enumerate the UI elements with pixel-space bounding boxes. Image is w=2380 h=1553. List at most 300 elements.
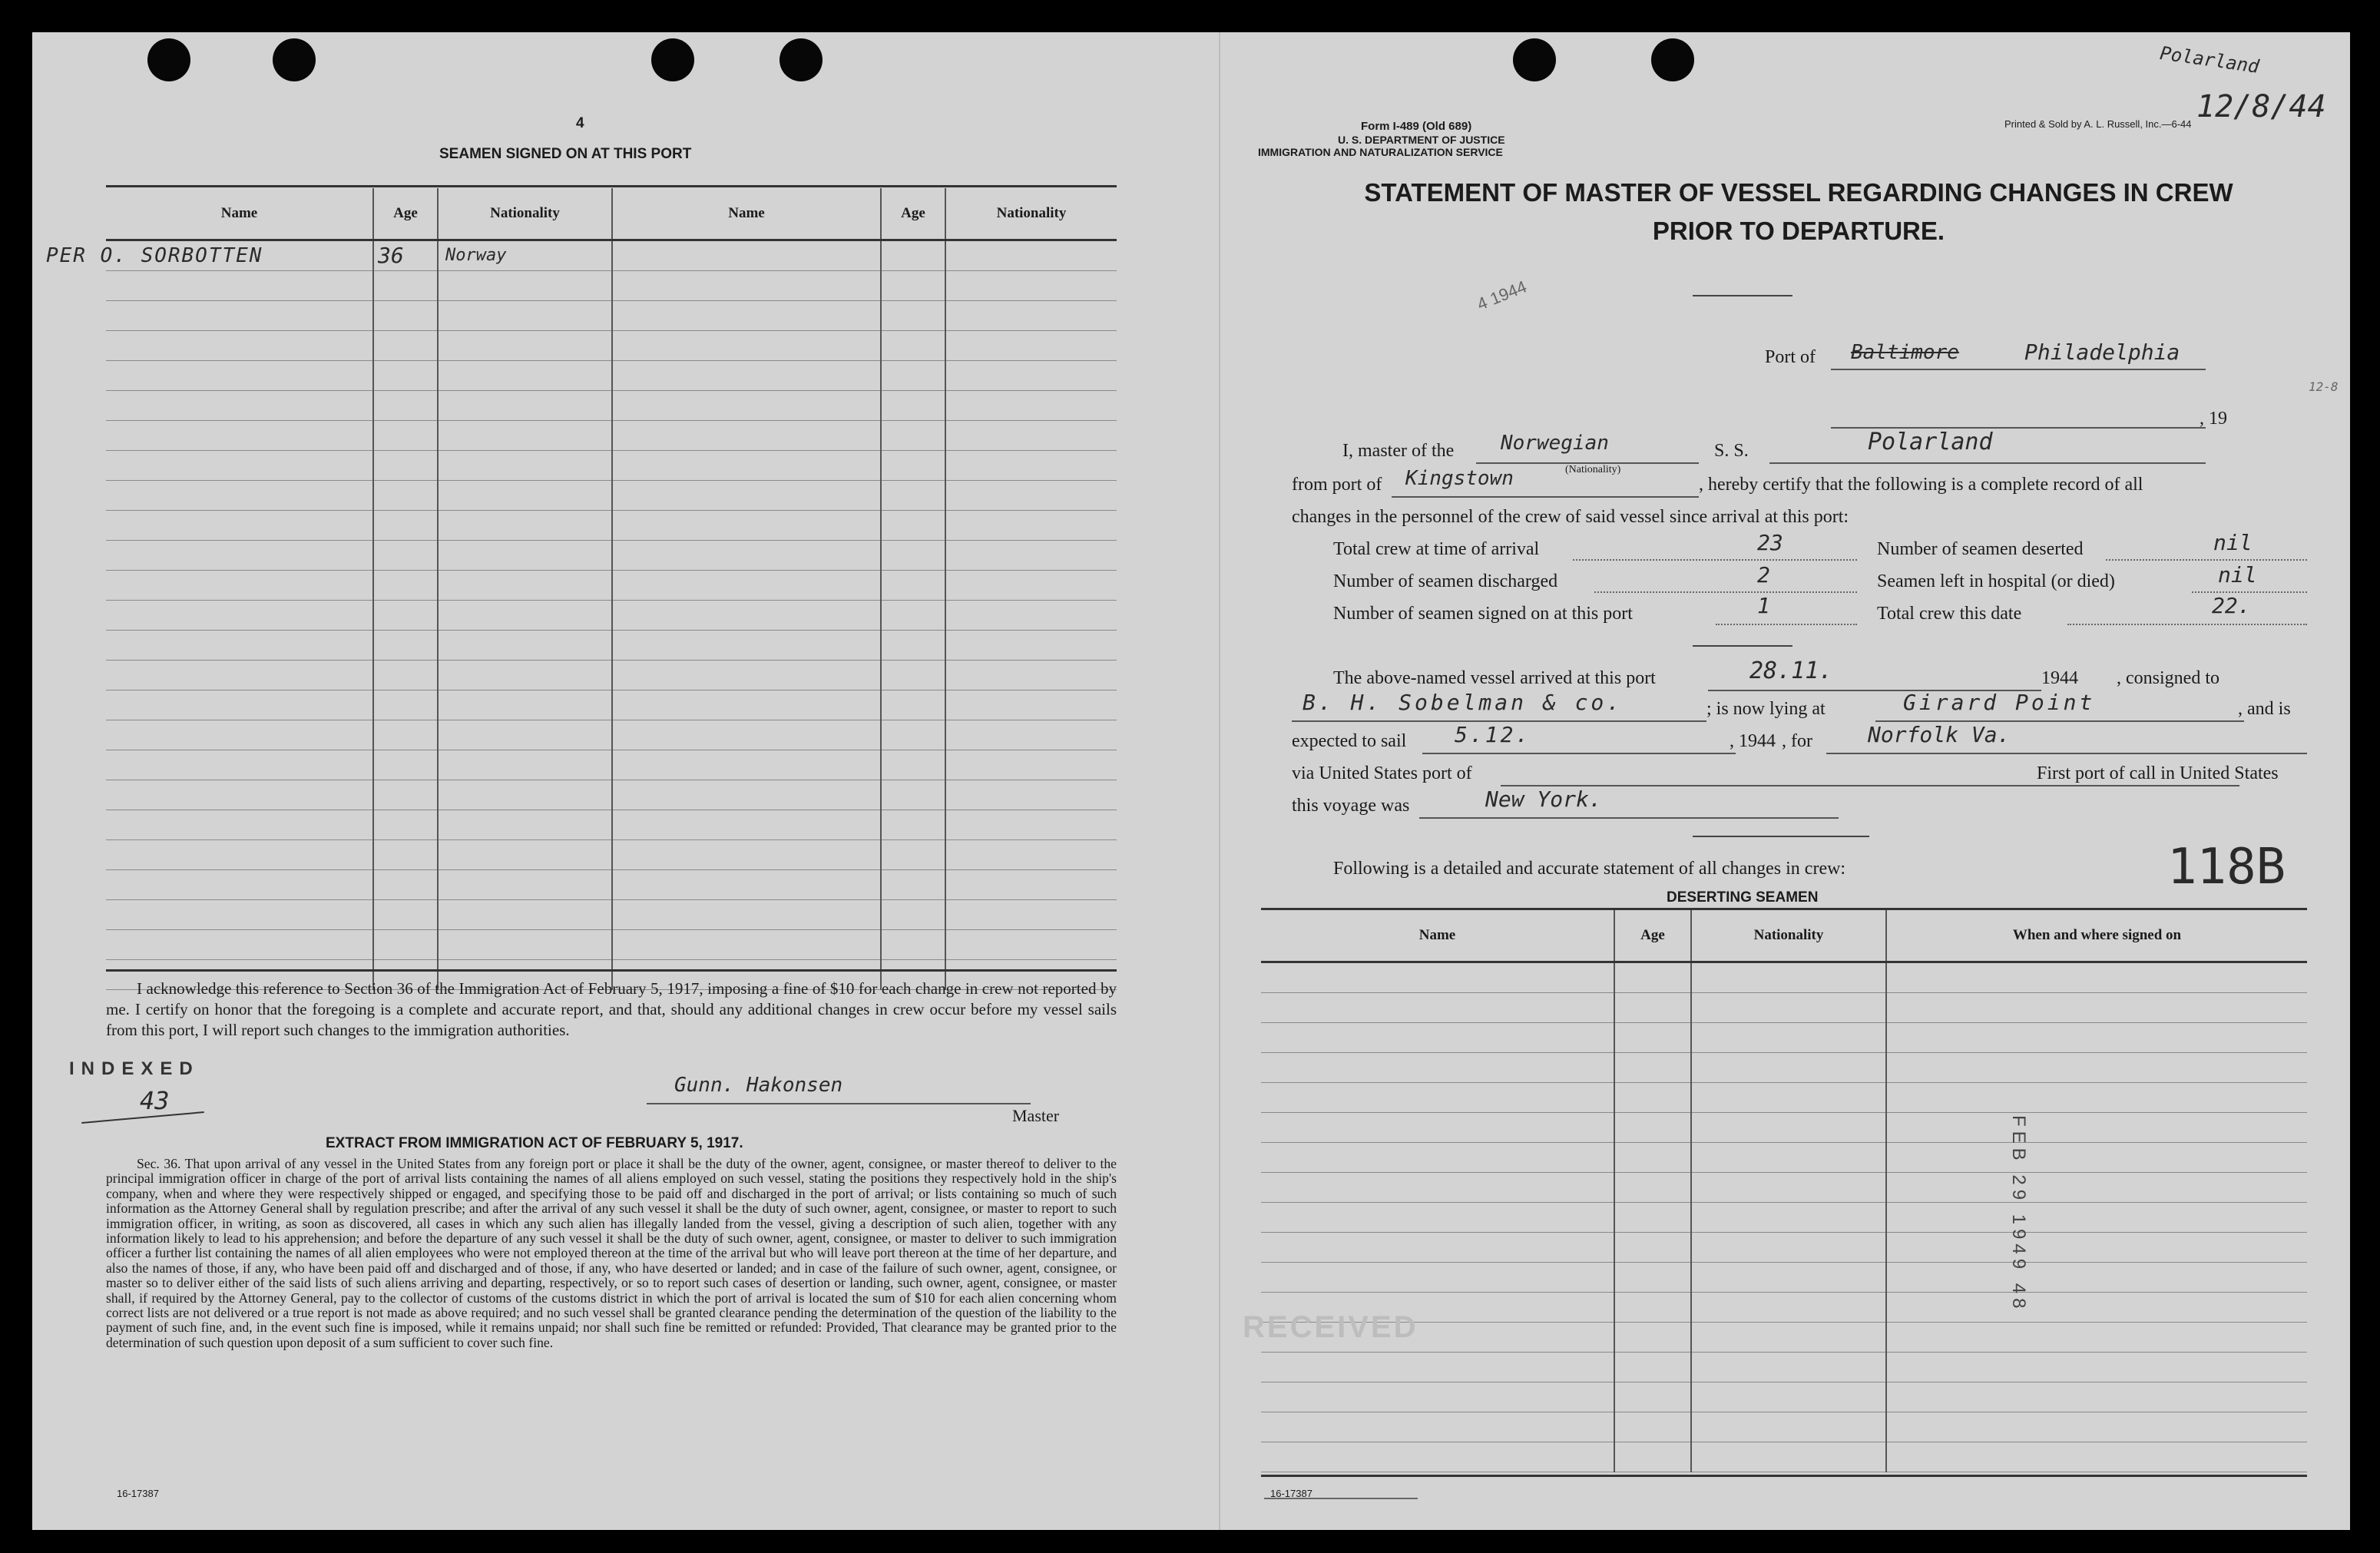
arrival-text: The above-named vessel arrived at this port <box>1333 668 1656 688</box>
table-cell <box>881 571 945 601</box>
punch-hole <box>273 38 316 81</box>
table-cell <box>1261 1412 1614 1442</box>
stat-line <box>1594 591 1857 593</box>
table-cell <box>1886 1412 2307 1442</box>
table-cell <box>438 391 612 421</box>
table-cell <box>945 601 1117 631</box>
table-row <box>106 930 1117 960</box>
entry-nationality: Norway <box>445 246 507 265</box>
port-struck-value: Baltimore <box>1851 341 1959 364</box>
stat-value: 23 <box>1757 530 1783 555</box>
table-cell <box>945 451 1117 481</box>
table-cell <box>373 511 438 541</box>
table-cell <box>881 661 945 690</box>
indexed-mark: 43 <box>140 1086 170 1115</box>
table-cell <box>1261 993 1614 1023</box>
via-label: via United States port of <box>1292 763 1472 783</box>
table-cell <box>106 481 373 511</box>
table-cell <box>106 301 373 331</box>
master-label: Master <box>1012 1106 1060 1125</box>
following-text: Following is a detailed and accurate statement of all changes in crew: <box>1333 859 1846 879</box>
table-row <box>106 870 1117 900</box>
sail-date-line <box>1422 753 1736 754</box>
desert-bottom-rule <box>1261 1475 2307 1477</box>
table-cell <box>373 541 438 571</box>
table-cell <box>612 780 881 810</box>
table-cell <box>1614 1442 1691 1472</box>
table-cell <box>1261 1263 1614 1293</box>
table-cell <box>945 661 1117 690</box>
stat-label: Total crew this date <box>1877 604 2022 624</box>
table-cell <box>1261 1233 1614 1263</box>
table-cell <box>106 900 373 930</box>
table-cell <box>612 240 881 271</box>
table-cell <box>1886 1323 2307 1353</box>
table-cell <box>612 810 881 840</box>
col-header-age: Age <box>1614 910 1691 962</box>
form-id: Form I-489 (Old 689) <box>1361 120 1472 133</box>
margin-note: 12-8 <box>2309 379 2339 394</box>
table-cell <box>438 361 612 391</box>
nationality-caption: (Nationality) <box>1565 464 1621 475</box>
table-cell <box>881 271 945 301</box>
table-cell <box>1886 1173 2307 1203</box>
table-cell <box>612 301 881 331</box>
table-cell <box>1886 1263 2307 1293</box>
table-cell <box>373 571 438 601</box>
table-cell <box>1886 1353 2307 1382</box>
table-cell <box>1691 993 1886 1023</box>
table-cell <box>945 541 1117 571</box>
table-row <box>1261 1353 2307 1382</box>
signed-on-heading: SEAMEN SIGNED ON AT THIS PORT <box>439 146 692 162</box>
table-cell <box>373 900 438 930</box>
table-cell <box>945 271 1117 301</box>
table-cell <box>373 690 438 720</box>
table-cell <box>1261 1442 1614 1472</box>
table-cell <box>1691 1203 1886 1233</box>
table-cell <box>373 840 438 870</box>
ship-line <box>1769 462 2206 464</box>
table-cell <box>945 421 1117 451</box>
table-cell <box>1614 1113 1691 1143</box>
table-cell <box>373 271 438 301</box>
indexed-stamp: INDEXED <box>69 1058 200 1079</box>
col-header-nationality: Nationality <box>438 188 612 240</box>
table-row <box>106 601 1117 631</box>
table-cell <box>438 840 612 870</box>
form-code: 16-17387 <box>1270 1488 1312 1499</box>
table-cell <box>612 361 881 391</box>
table-cell <box>106 331 373 361</box>
table-row <box>1261 993 2307 1023</box>
extract-title: EXTRACT FROM IMMIGRATION ACT OF FEBRUARY 5, 1917. <box>326 1135 743 1151</box>
stat-line <box>1573 559 1857 561</box>
table-cell <box>945 361 1117 391</box>
expected-label: expected to sail <box>1292 731 1407 751</box>
table-cell <box>1886 1203 2307 1233</box>
col-header-name: Name <box>106 188 373 240</box>
stat-value: 22. <box>2212 593 2251 618</box>
table-cell <box>1614 1173 1691 1203</box>
table-cell <box>612 451 881 481</box>
table-cell <box>1261 1353 1614 1382</box>
table-cell <box>1261 1113 1614 1143</box>
punch-hole <box>651 38 694 81</box>
col-header-name: Name <box>612 188 881 240</box>
table-cell <box>438 780 612 810</box>
title-rule <box>1693 295 1792 296</box>
table-row <box>1261 962 2307 993</box>
table-cell <box>881 631 945 661</box>
arrival-date: 28.11. <box>1749 657 1833 684</box>
table-cell <box>945 870 1117 900</box>
table-row <box>106 840 1117 870</box>
table-cell <box>106 601 373 631</box>
table-cell <box>1614 1323 1691 1353</box>
table-row <box>1261 1382 2307 1412</box>
port-label: Port of <box>1765 347 1816 367</box>
table-cell <box>1614 962 1691 993</box>
table-cell <box>106 750 373 780</box>
consigned-label: , consigned to <box>2117 668 2219 688</box>
table-cell <box>1614 1233 1691 1263</box>
table-cell <box>1614 1382 1691 1412</box>
table-cell <box>881 900 945 930</box>
table-cell <box>1691 1083 1886 1113</box>
table-cell <box>1691 1263 1886 1293</box>
table-cell <box>881 451 945 481</box>
table-cell <box>106 720 373 750</box>
table-cell <box>945 240 1117 271</box>
table-cell <box>106 511 373 541</box>
table-cell <box>881 810 945 840</box>
punch-hole <box>147 38 190 81</box>
table-cell <box>373 361 438 391</box>
stat-line <box>2106 559 2307 561</box>
year-label: , 19 <box>2200 409 2227 429</box>
table-cell <box>438 421 612 451</box>
table-cell <box>945 481 1117 511</box>
table-row <box>106 571 1117 601</box>
col-header-name: Name <box>1261 910 1614 962</box>
file-number: 118B <box>2167 839 2286 896</box>
deserting-title: DESERTING SEAMEN <box>1667 889 1819 906</box>
table-cell <box>106 361 373 391</box>
table-row <box>1261 1143 2307 1173</box>
faded-stamp: RECEIVED <box>1243 1310 1418 1344</box>
table-cell <box>1691 1023 1886 1053</box>
table-cell <box>881 541 945 571</box>
arrival-rule <box>1693 836 1869 837</box>
table-cell <box>945 301 1117 331</box>
nationality-value: Norwegian <box>1501 432 1609 455</box>
table-cell <box>945 780 1117 810</box>
table-row <box>106 780 1117 810</box>
from-port-line2: changes in the personnel of the crew of said vessel since arrival at this port: <box>1292 507 1849 527</box>
table-cell <box>438 451 612 481</box>
table-cell <box>438 271 612 301</box>
bottom-rule <box>106 969 1117 972</box>
table-cell <box>1886 1233 2307 1263</box>
table-cell <box>106 271 373 301</box>
table-cell <box>106 870 373 900</box>
table-row <box>1261 1442 2307 1472</box>
stat-value: 2 <box>1757 562 1770 588</box>
table-cell <box>373 631 438 661</box>
signed-on-table <box>106 188 1117 990</box>
table-cell <box>438 750 612 780</box>
table-cell <box>945 840 1117 870</box>
table-cell <box>1614 1053 1691 1083</box>
first-port-label: First port of call in United States <box>2037 763 2279 783</box>
table-cell <box>1261 1083 1614 1113</box>
col-header-age: Age <box>373 188 438 240</box>
table-cell <box>373 301 438 331</box>
acknowledgement-text: I acknowledge this reference to Section 36 of the Immigration Act of February 5, 1917, imposing a fine of $10 for each change in crew not reported by me. I certify on honor that the foregoing is a complete and accurate report, and that, should any additional changes in crew occur before my vessel sails from this port, I will report such changes to the immigration authorities. <box>106 979 1117 1039</box>
table-cell <box>1886 962 2307 993</box>
table-cell <box>106 451 373 481</box>
table-cell <box>881 421 945 451</box>
table-cell <box>373 720 438 750</box>
table-row <box>1261 1233 2307 1263</box>
table-row <box>106 631 1117 661</box>
table-row <box>106 481 1117 511</box>
destination-value: Norfolk Va. <box>1868 722 2011 747</box>
table-cell <box>1691 1293 1886 1323</box>
for-label: , for <box>1782 731 1812 751</box>
table-cell <box>106 690 373 720</box>
table-cell <box>612 421 881 451</box>
voyage-port: New York. <box>1485 786 1602 812</box>
table-cell <box>1691 1382 1886 1412</box>
table-cell <box>945 571 1117 601</box>
signature-line <box>647 1103 1031 1104</box>
table-cell <box>881 511 945 541</box>
stat-label: Number of seamen discharged <box>1333 571 1558 591</box>
table-cell <box>1261 1143 1614 1173</box>
table-row <box>1261 1113 2307 1143</box>
col-header-age: Age <box>881 188 945 240</box>
table-cell <box>612 541 881 571</box>
table-row <box>106 900 1117 930</box>
table-cell <box>438 541 612 571</box>
destination-line <box>1826 753 2307 754</box>
master-line-prefix: I, master of the <box>1342 441 1455 461</box>
table-cell <box>106 840 373 870</box>
table-cell <box>438 481 612 511</box>
stat-value: nil <box>2218 562 2257 588</box>
table-cell <box>945 331 1117 361</box>
table-cell <box>373 391 438 421</box>
table-cell <box>1614 1412 1691 1442</box>
table-cell <box>1691 1143 1886 1173</box>
table-row <box>106 271 1117 301</box>
table-cell <box>106 930 373 960</box>
from-port-label: from port of <box>1292 475 1382 495</box>
table-cell <box>612 690 881 720</box>
col-header-signed-on: When and where signed on <box>1886 910 2307 962</box>
stat-line <box>1716 624 1857 625</box>
date-stamp: 4 1944 <box>1474 276 1530 314</box>
table-cell <box>1886 1143 2307 1173</box>
table-row <box>106 361 1117 391</box>
table-row <box>1261 1203 2307 1233</box>
table-cell <box>438 301 612 331</box>
table-cell <box>612 900 881 930</box>
form-code: 16-17387 <box>117 1488 159 1499</box>
table-cell <box>1691 1442 1886 1472</box>
table-cell <box>438 870 612 900</box>
table-cell <box>881 930 945 960</box>
table-cell <box>1614 1203 1691 1233</box>
col-header-nationality: Nationality <box>945 188 1117 240</box>
table-row <box>106 451 1117 481</box>
table-cell <box>438 810 612 840</box>
table-cell <box>881 331 945 361</box>
table-cell <box>945 690 1117 720</box>
table-row <box>1261 1173 2307 1203</box>
table-cell <box>945 631 1117 661</box>
table-cell <box>438 571 612 601</box>
table-cell <box>881 240 945 271</box>
table-cell <box>1691 1173 1886 1203</box>
table-cell <box>373 421 438 451</box>
table-row <box>106 810 1117 840</box>
table-cell <box>106 661 373 690</box>
table-cell <box>881 301 945 331</box>
table-cell <box>1614 1353 1691 1382</box>
deserting-table <box>1261 910 2307 1472</box>
punch-hole <box>1651 38 1694 81</box>
punch-hole <box>1513 38 1556 81</box>
stat-label: Seamen left in hospital (or died) <box>1877 571 2115 591</box>
table-row <box>106 720 1117 750</box>
top-rule <box>106 185 1117 187</box>
table-row <box>106 301 1117 331</box>
voyage-line <box>1419 817 1839 819</box>
stat-value: nil <box>2213 530 2253 555</box>
title-line-1: STATEMENT OF MASTER OF VESSEL REGARDING CHANGES IN CREW <box>1364 178 2233 207</box>
from-port-line <box>1392 496 1699 498</box>
table-cell <box>1886 1023 2307 1053</box>
table-row <box>1261 1023 2307 1053</box>
table-cell <box>1261 1382 1614 1412</box>
table-cell <box>612 930 881 960</box>
table-cell <box>1691 1233 1886 1263</box>
table-cell <box>881 391 945 421</box>
table-cell <box>1886 1293 2307 1323</box>
table-cell <box>612 511 881 541</box>
stat-label: Number of seamen signed on at this port <box>1333 604 1633 624</box>
arrival-year: 1944 <box>2041 668 2078 688</box>
table-cell <box>612 661 881 690</box>
table-cell <box>881 720 945 750</box>
table-cell <box>612 840 881 870</box>
table-cell <box>612 870 881 900</box>
stat-line <box>2067 624 2307 625</box>
table-row <box>106 391 1117 421</box>
table-cell <box>106 391 373 421</box>
table-cell <box>1886 1083 2307 1113</box>
table-cell <box>373 451 438 481</box>
entry-name: PER O. SORBOTTEN <box>46 244 263 267</box>
table-row <box>106 331 1117 361</box>
stat-label: Total crew at time of arrival <box>1333 539 1540 559</box>
table-cell <box>373 810 438 840</box>
table-cell <box>1614 1263 1691 1293</box>
table-cell <box>1691 1113 1886 1143</box>
table-cell <box>106 421 373 451</box>
table-cell <box>1886 993 2307 1023</box>
table-cell <box>612 391 881 421</box>
table-cell <box>612 571 881 601</box>
table-cell <box>881 361 945 391</box>
table-cell <box>881 481 945 511</box>
col-header-nationality: Nationality <box>1691 910 1886 962</box>
table-cell <box>1691 1353 1886 1382</box>
table-cell <box>612 331 881 361</box>
table-cell <box>438 930 612 960</box>
table-cell <box>612 750 881 780</box>
title-line-2: PRIOR TO DEPARTURE. <box>1652 217 1945 245</box>
table-row <box>1261 1263 2307 1293</box>
table-cell <box>1261 962 1614 993</box>
table-row <box>106 750 1117 780</box>
printer-credit: Printed & Sold by A. L. Russell, Inc.—6-44 <box>2004 118 2192 130</box>
table-cell <box>1261 1173 1614 1203</box>
page-number: 4 <box>576 115 584 131</box>
table-cell <box>1886 1442 2307 1472</box>
table-cell <box>1691 1053 1886 1083</box>
table-row <box>106 511 1117 541</box>
table-row <box>106 541 1117 571</box>
table-cell <box>1691 962 1886 993</box>
consignee-value: B. H. Sobelman & co. <box>1303 690 1624 715</box>
from-port-value: Kingstown <box>1405 467 1514 490</box>
table-cell <box>612 720 881 750</box>
table-cell <box>438 601 612 631</box>
and-is-label: , and is <box>2238 699 2291 719</box>
table-cell <box>945 511 1117 541</box>
table-cell <box>373 750 438 780</box>
table-cell <box>1261 1203 1614 1233</box>
table-cell <box>373 870 438 900</box>
table-cell <box>1691 1323 1886 1353</box>
table-cell <box>373 601 438 631</box>
extract-text: Sec. 36. That upon arrival of any vessel in the United States from any foreign port or place it shall be the duty of the owner, agent, consignee, or master thereof to deliver to the principal immigration officer in charge of the port of arrival lists containing the names of all aliens employed on such vessel, stating the positions they respectively hold in the ship's company, when and where they were respectively shipped or engaged, and specifying those to be paid off and discharged in the port of arrival; or lists containing so much of such information as the Attorney General shall by regulation prescribe; and after the arrival of any such vessel it shall be the duty of such owner, agent, consignee, or master to report to such immigration officer, in writing, as soon as discovered, all cases in which any such alien has illegally landed from the vessel, giving a description of such alien, together with any information likely to lead to his apprehension; and before the departure of any such vessel it shall be the duty of such owner, agent, consignee, or master to deliver to such immigration officer a further list containing the names of all alien employees who were not employed thereon at the time of the arrival but who will leave port thereon at the time of her departure, and also the names of those, if any, who have been paid off and discharged and of those, if any, who have deserted or landed; and in case of the failure of such owner, agent, consignee, or master so to deliver either of the said lists of such aliens arriving and departing, respectively, or so to report such cases of desertion or landing, such owner, agent, consignee, or master shall, if required by the Attorney General, pay to the collector of customs of the customs district in which the port of arrival is located the sum of $10 for each alien concerning whom correct lists are not delivered or a true report is not made as above required; and no such vessel shall be granted clearance pending the determination of the question of the liability to the payment of such fine, and, in the event such fine is imposed, while it remains unpaid; nor shall such fine be remitted or refunded: Provided, That clearance may be granted prior to the determination of such question upon deposit of a sum sufficient to cover such fine. <box>106 1156 1117 1350</box>
punch-hole <box>780 38 823 81</box>
table-cell <box>945 391 1117 421</box>
table-cell <box>881 870 945 900</box>
table-cell <box>106 541 373 571</box>
sail-date: 5.12. <box>1455 722 1531 747</box>
table-cell <box>106 631 373 661</box>
table-cell <box>612 271 881 301</box>
table-cell <box>1886 1382 2307 1412</box>
table-row <box>1261 1053 2307 1083</box>
table-cell <box>1886 1053 2307 1083</box>
table-cell <box>1614 993 1691 1023</box>
table-cell <box>1614 1143 1691 1173</box>
department: U. S. DEPARTMENT OF JUSTICE <box>1338 134 1505 146</box>
table-cell <box>1614 1023 1691 1053</box>
table-cell <box>373 331 438 361</box>
location-value: Girard Point <box>1903 690 2096 715</box>
table-row <box>1261 1412 2307 1442</box>
lying-label: ; is now lying at <box>1706 699 1826 719</box>
table-row <box>106 661 1117 690</box>
